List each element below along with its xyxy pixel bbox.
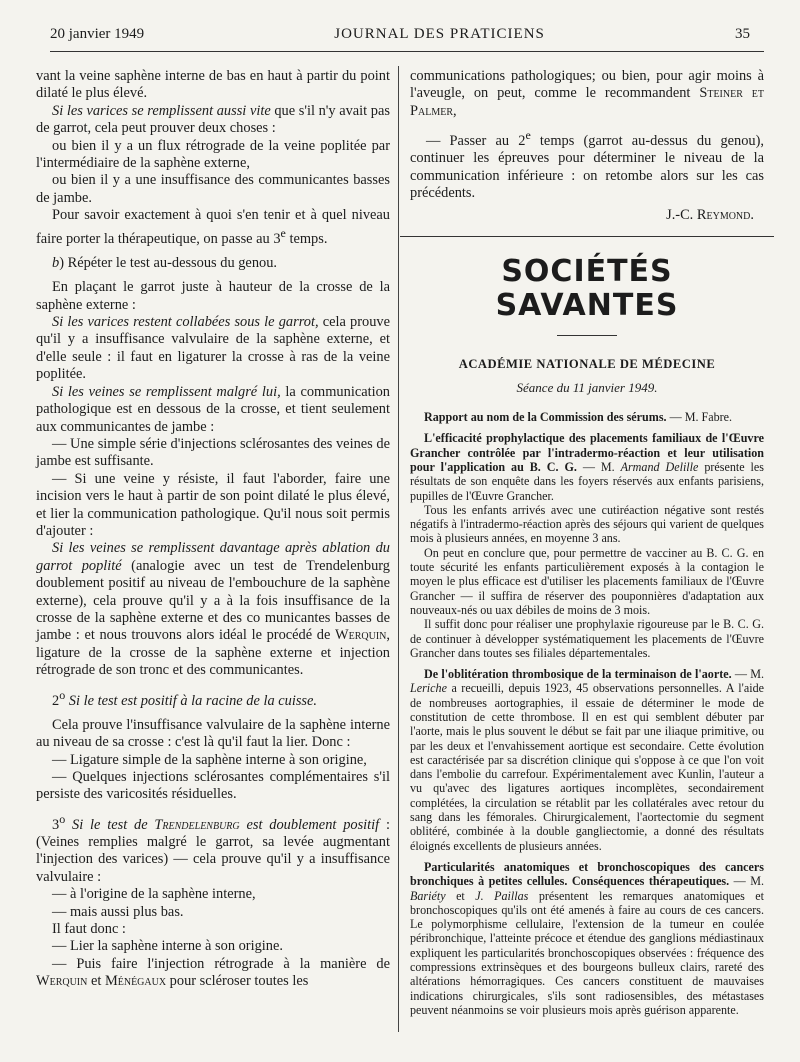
superscript: e: [280, 225, 286, 240]
text: — Une simple série d'injections sclérosantes des veines de jambe est suffisante.: [36, 435, 390, 470]
text: communications pathologiques; ou bien, pour agir moins à l'aveugle, on peut, comme le recommandent: [410, 68, 764, 102]
italic-text: Si les varices restent collabées sous le garrot,: [52, 314, 319, 331]
text: Il faut donc :: [52, 921, 126, 938]
section-rule: [400, 236, 774, 237]
text: En plaçant le garrot juste à hauteur de la crosse de la saphène externe :: [36, 279, 390, 313]
text: Pour savoir exactement à quoi s'en tenir et à quel niveau faire porter la thérapeutique, on passe au 3: [36, 207, 390, 247]
paragraph: [410, 546, 764, 617]
text: Tous les enfants arrivés avec une cutiréaction négative sont restés négatifs à l'intradermo-réaction après des séjours qui varient de quelques mois à plusieurs années, en moyenne 3 ans.: [410, 502, 764, 546]
reports-list: [410, 410, 764, 1017]
text: — M. Fabre.: [666, 410, 733, 425]
small-caps-name: Trendelenburg: [154, 816, 240, 833]
text: la communication pathologique est en dessous de la crosse, et tient seulement aux communicantes de jambe :: [36, 383, 390, 435]
superscript: o: [59, 811, 66, 826]
text: — Ligature simple de la saphène interne à son origine,: [52, 751, 367, 768]
superscript: o: [59, 687, 66, 702]
text: et: [87, 973, 105, 990]
italic-text: Si les varices se remplissent aussi vite: [52, 102, 271, 119]
text: et: [445, 888, 476, 903]
paragraph: [36, 255, 390, 272]
paragraph: [36, 956, 390, 991]
paragraph: [36, 384, 390, 436]
text: — Passer au 2: [426, 133, 526, 150]
paragraph: [410, 617, 764, 660]
text: que s'il n'y avait pas de garrot, cela peut prouver deux choses :: [36, 102, 390, 137]
small-caps-name: Ménégaux: [104, 973, 167, 990]
text: On peut en conclure que, pour permettre de vacciner au B. C. G. en toute sécurité les enfants particulièrement exposés à la contagion le moyen le plus efficace est d'utiliser les placements familiaux de l'Œuvre Grancher — il suffira de réserver des pouponnières d'adaptation aux nouveaux-nés ou uax débiles de moins de 3 mois.: [410, 545, 764, 617]
paragraph: [36, 717, 390, 752]
article-signature: [410, 207, 764, 224]
right-column: [410, 68, 764, 1017]
italic-text: Si les veines se remplissent davantage après ablation du garrot poplité: [36, 540, 390, 574]
text: (analogie avec un test de Trendelenburg doublement positif au niveau de l'embouchure de la saphène externe), cela prouve qu'il y a à la fois insuffisance de la crosse de la saphène externe et des co municantes basses de jambe : et nous trouvons alors idéal le procédé de: [36, 557, 390, 644]
academy-heading: ACADÉMIE NATIONALE DE MÉDECINE: [458, 357, 716, 372]
text: ou bien il y a une insuffisance des communicantes basses de jambe.: [36, 172, 390, 206]
report-entry: [410, 431, 764, 502]
small-caps-name: Reymond: [696, 206, 751, 223]
report-entry: [410, 410, 764, 424]
header-journal-title: JOURNAL DES PRATICIENS: [334, 26, 545, 42]
paragraph: [36, 938, 390, 955]
author-name: Armand Delille: [620, 459, 699, 474]
paragraph: [36, 921, 390, 938]
author-name: Bariéty: [410, 888, 446, 903]
text: 2: [52, 692, 60, 709]
text: J.-C.: [666, 206, 697, 223]
text: temps.: [285, 230, 328, 247]
report-entry: [410, 860, 764, 1017]
report-title: Particularités anatomiques et bronchoscopiques des cancers bronchiques à petites cellules. Conséquences thérapeutiques.: [410, 859, 764, 889]
session-date: Séance du 11 janvier 1949.: [516, 380, 658, 396]
text: pour scléroser toutes les: [166, 973, 309, 990]
paragraph: [36, 138, 390, 173]
text: présente les résultats de son enquête dans les foyers réservés aux enfants parisiens, pupilles de l'Œuvre Grancher.: [410, 459, 764, 503]
paragraph: [410, 68, 764, 120]
paragraph: [36, 314, 390, 384]
header-rule: [50, 51, 764, 52]
header-page-number: 35: [734, 26, 750, 42]
paragraph: [36, 436, 390, 471]
text: vant la veine saphène interne de bas en haut à partir du point dilaté le plus élevé.: [36, 68, 390, 102]
italic-text: b: [52, 254, 60, 271]
text: Il suffit donc pour réaliser une prophylaxie rigoureuse par le B. C. G. de continuer à développer systématiquement les placements de l'Œuvre Grancher dans toutes ses filiales départementales.: [410, 617, 764, 660]
paragraph: [36, 904, 390, 921]
paragraph: [410, 127, 764, 202]
report-title: Rapport au nom de la Commission des sérums.: [424, 410, 667, 425]
text: présentent les remarques anatomiques et bronchoscopiques qu'ils ont été amenés à faire au cours de ces cancers. Le polymorphisme cellulaire, l'extension de la tumeur en coulée péribronchique, l'atteinte précoce et étendue des ganglions médiastinaux expliquent les particularités bronchoscopiques observées : fréquence des compressions extrinsèques et des bourgeons bulleux clairs, rareté des altérations hémorragiques. Ces cancers constituent de mauvaises indications chirurgicales, s'ils sont radiosensibles, des métastases peuvent néanmoins se voir plusieurs mois après guérison apparente.: [410, 888, 764, 1017]
text: — Puis faire l'injection rétrograde à la manière de: [52, 955, 390, 972]
italic-text: Si le test est positif à la racine de la cuisse.: [65, 692, 318, 709]
paragraph: [410, 503, 764, 546]
text: — Quelques injections sclérosantes complémentaires s'il persiste des varicosités résiduelles.: [36, 769, 390, 803]
report-entry: [410, 667, 764, 853]
column-divider: [398, 66, 399, 1032]
text: — Lier la saphène interne à son origine.: [52, 938, 283, 955]
text: Cela prouve l'insuffisance valvulaire de la saphène interne au niveau de sa crosse : c'est là qu'il faut la lier. Donc :: [36, 716, 390, 751]
paragraph: [36, 540, 390, 679]
title-underline: [557, 335, 617, 336]
paragraph: [36, 886, 390, 903]
paragraph: [36, 103, 390, 138]
paragraph: [36, 471, 390, 541]
report-title: L'efficacité prophylactique des placements familiaux de l'Œuvre Grancher contrôlée par l'intradermo-réaction et leur utilisation pour l'application au B. C. G.: [410, 431, 764, 474]
text: : (Veines remplies malgré le garrot, sa levée augmentant l'injection des varices) — cela prouve qu'il y a insuffisance valvulaire :: [36, 816, 390, 885]
italic-text: est doublement positif: [239, 816, 380, 833]
author-name: J. Paillas: [475, 888, 529, 903]
small-caps-name: Werquin: [335, 627, 387, 644]
text: , ligature de la crosse de la saphène externe et injection rétrograde de son tronc et des communicantes.: [36, 627, 390, 679]
text: — à l'origine de la saphène interne,: [52, 886, 256, 903]
text: 3: [52, 816, 60, 833]
superscript: e: [525, 128, 531, 143]
paragraph: [36, 752, 390, 769]
text: temps (garrot au-dessus du genou), continuer les épreuves pour déterminer le niveau de la communication inférieure : on retombe alors sur les cas précédents.: [410, 133, 765, 202]
author-name: Leriche: [410, 681, 447, 696]
paragraph: [36, 207, 390, 248]
report-title: De l'oblitération thrombosique de la terminaison de l'aorte.: [424, 667, 732, 682]
paragraph: [36, 811, 390, 886]
text: ou bien il y a un flux rétrograde de la veine poplitée par l'intermédiaire de la saphène externe,: [36, 137, 390, 172]
text: — M.: [731, 667, 765, 682]
text: ) Répéter le test au-dessous du genou.: [59, 254, 278, 271]
paragraph: [36, 279, 390, 314]
small-caps-name: Steiner et Palmer: [410, 85, 764, 119]
text: ,: [453, 102, 457, 119]
header-date: 20 janvier 1949: [50, 26, 145, 42]
text: — mais aussi plus bas.: [52, 903, 184, 920]
paragraph: [36, 769, 390, 804]
text: — M.: [729, 874, 765, 889]
text: — Si une veine y résiste, il faut l'aborder, faire une incision vers le haut à partir de son point dilaté le plus élevé, et lier la communication pathologique. Qu'il nous soit permis d'ajouter :: [36, 470, 390, 539]
text: .: [750, 206, 754, 223]
text: — M.: [576, 459, 621, 474]
section-title: SOCIÉTÉS SAVANTES: [495, 254, 679, 324]
paragraph: [36, 172, 390, 207]
paragraph: [36, 687, 390, 710]
text: cela prouve qu'il y a insuffisance valvulaire de la saphène externe, et d'elle seule : il faut en ligaturer la crosse à ras de la veine poplitée.: [36, 314, 390, 383]
paragraph: [36, 68, 390, 103]
italic-text: Si le test de: [65, 816, 155, 833]
text: a recueilli, depuis 1923, 45 observations personnelles. A l'aide de nombreuses aortographies, il essaie de déterminer le mode de constitution de cette thrombose. Il en est qui semblent débuter par l'aorte, mais le plus souvent le début se fait par une iliaque primitive, ou par les deux et l'envahissement aortique est secondaire. Cette évolution est caractérisée par sa discrétion clinique qui s'oppose à ce que l'on voit dans l'embolie du carrefour. Expérimentalement avec Kunlin, l'auteur a vu qu'avec des ligatures aortiques incomplètes, secondairement complétées, la circulation se rétablit par les collatérales avec retour du sang dans les fémorales. Chirurgicalement, l'aortectomie du segment oblitéré, combinée à la double gangliectomie, a donné des résultats éloignés excellents de plusieurs années.: [410, 681, 764, 853]
small-caps-name: Werquin: [36, 973, 88, 990]
page-header: [50, 26, 750, 50]
italic-text: Si les veines se remplissent malgré lui,: [52, 383, 281, 400]
left-column: [36, 68, 390, 991]
